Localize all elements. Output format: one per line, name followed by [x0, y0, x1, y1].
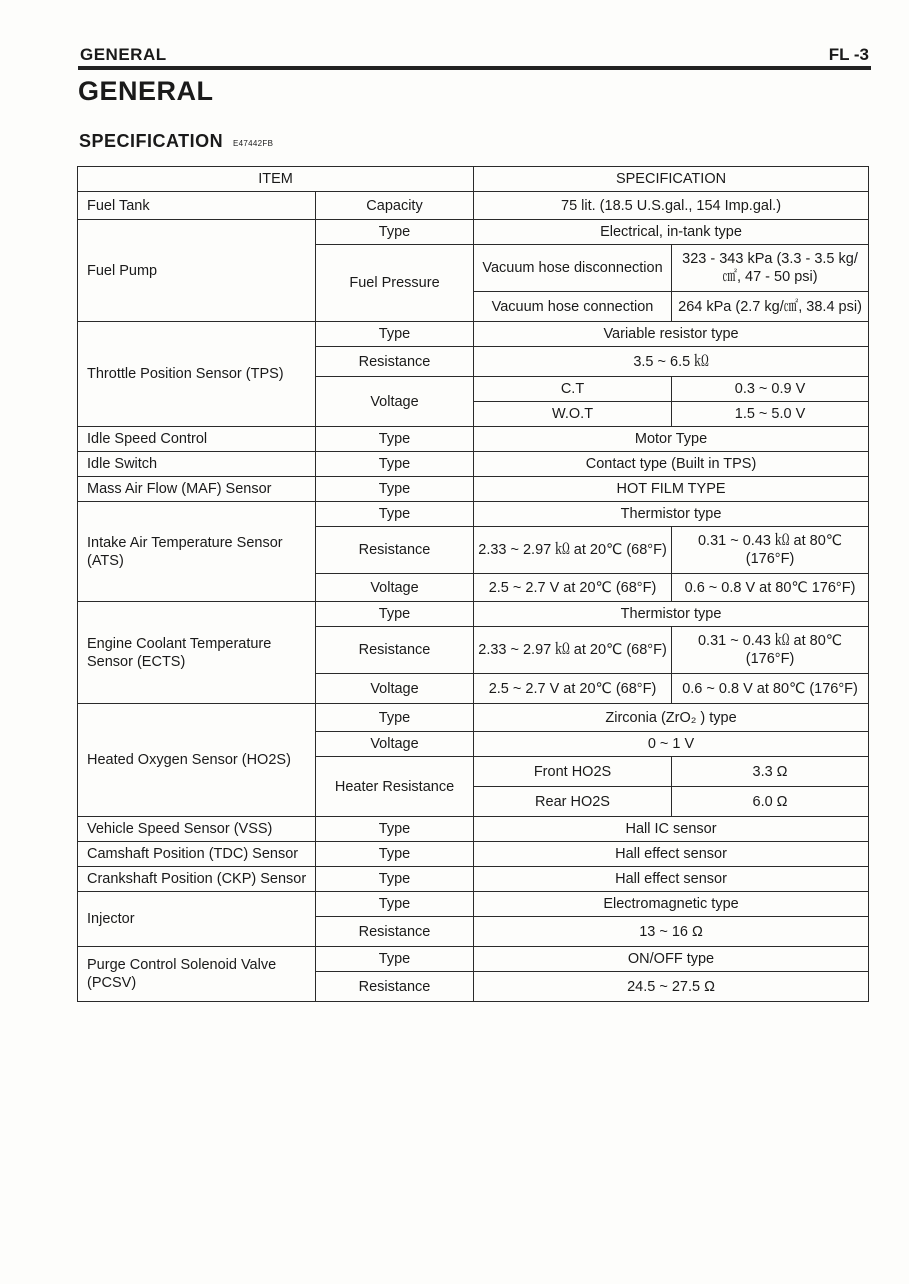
item-fuel-tank: Fuel Tank: [78, 192, 316, 220]
table-row: [78, 602, 869, 627]
section-title: SPECIFICATION: [79, 131, 224, 151]
spec-value: Electromagnetic type: [474, 892, 869, 917]
condition-label: Rear HO2S: [474, 787, 672, 817]
running-header-section: GENERAL: [80, 45, 167, 64]
table-row: [78, 452, 869, 477]
spec-value: 0.3 ~ 0.9 V: [672, 377, 869, 402]
item-tdc-sensor: Camshaft Position (TDC) Sensor: [78, 842, 316, 867]
item-fuel-pump: Fuel Pump: [78, 220, 316, 322]
param-label: Type: [316, 602, 474, 627]
table-row: [78, 842, 869, 867]
table-row: [78, 427, 869, 452]
item-idle-switch: Idle Switch: [78, 452, 316, 477]
param-label: Type: [316, 220, 474, 245]
item-injector: Injector: [78, 892, 316, 947]
spec-value: Contact type (Built in TPS): [474, 452, 869, 477]
param-label: Resistance: [316, 627, 474, 674]
spec-value: 323 - 343 kPa (3.3 - 3.5 kg/㎠, 47 - 50 psi): [672, 245, 869, 292]
spec-value: 0.6 ~ 0.8 V at 80℃ 176°F): [672, 574, 869, 602]
item-ects: Engine Coolant Temperature Sensor (ECTS): [78, 602, 316, 704]
condition-label: Vacuum hose connection: [474, 292, 672, 322]
param-label: Voltage: [316, 377, 474, 427]
spec-value: Hall IC sensor: [474, 817, 869, 842]
item-ho2s: Heated Oxygen Sensor (HO2S): [78, 704, 316, 817]
table-row: [78, 704, 869, 732]
table-row: [78, 322, 869, 347]
param-label: Resistance: [316, 917, 474, 947]
table-row: [78, 892, 869, 917]
param-label: Type: [316, 477, 474, 502]
condition-label: Vacuum hose disconnection: [474, 245, 672, 292]
spec-value: 2.33 ~ 2.97 ㏀ at 20℃ (68°F): [474, 527, 672, 574]
spec-value: 2.33 ~ 2.97 ㏀ at 20℃ (68°F): [474, 627, 672, 674]
header-divider: [78, 66, 871, 70]
table-row: [78, 947, 869, 972]
spec-value: 0.6 ~ 0.8 V at 80℃ (176°F): [672, 674, 869, 704]
condition-label: W.O.T: [474, 402, 672, 427]
condition-label: Front HO2S: [474, 757, 672, 787]
condition-label: C.T: [474, 377, 672, 402]
spec-value: 24.5 ~ 27.5 Ω: [474, 972, 869, 1002]
spec-value: Hall effect sensor: [474, 867, 869, 892]
param-label: Type: [316, 452, 474, 477]
spec-value: Zirconia (ZrO₂ ) type: [474, 704, 869, 732]
item-vss: Vehicle Speed Sensor (VSS): [78, 817, 316, 842]
param-label: Heater Resistance: [316, 757, 474, 817]
table-row: [78, 867, 869, 892]
spec-value: 1.5 ~ 5.0 V: [672, 402, 869, 427]
param-label: Type: [316, 867, 474, 892]
spec-value: 6.0 Ω: [672, 787, 869, 817]
param-label: Resistance: [316, 347, 474, 377]
specification-table: [77, 166, 869, 1002]
param-label: Voltage: [316, 674, 474, 704]
spec-value: Hall effect sensor: [474, 842, 869, 867]
param-label: Fuel Pressure: [316, 245, 474, 322]
table-header-row: [78, 167, 869, 192]
spec-value: 3.3 Ω: [672, 757, 869, 787]
table-row: [78, 192, 869, 220]
spec-value: 13 ~ 16 Ω: [474, 917, 869, 947]
item-tps: Throttle Position Sensor (TPS): [78, 322, 316, 427]
param-label: Type: [316, 892, 474, 917]
param-label: Type: [316, 427, 474, 452]
spec-value: 2.5 ~ 2.7 V at 20℃ (68°F): [474, 674, 672, 704]
table-row: [78, 502, 869, 527]
spec-value: HOT FILM TYPE: [474, 477, 869, 502]
spec-value: 2.5 ~ 2.7 V at 20℃ (68°F): [474, 574, 672, 602]
param-label: Type: [316, 502, 474, 527]
param-label: Resistance: [316, 527, 474, 574]
item-ckp-sensor: Crankshaft Position (CKP) Sensor: [78, 867, 316, 892]
table-row: [78, 817, 869, 842]
spec-value: Thermistor type: [474, 502, 869, 527]
spec-value: 3.5 ~ 6.5 ㏀: [474, 347, 869, 377]
item-maf-sensor: Mass Air Flow (MAF) Sensor: [78, 477, 316, 502]
section-code: E47442FB: [233, 139, 274, 148]
param-label: Type: [316, 322, 474, 347]
spec-value: Electrical, in-tank type: [474, 220, 869, 245]
page-title: GENERAL: [78, 76, 214, 106]
table-row: [78, 477, 869, 502]
item-ats: Intake Air Temperature Sensor (ATS): [78, 502, 316, 602]
param-label: Resistance: [316, 972, 474, 1002]
param-label: Type: [316, 817, 474, 842]
spec-value: 0.31 ~ 0.43 ㏀ at 80℃ (176°F): [672, 527, 869, 574]
param-label: Voltage: [316, 732, 474, 757]
param-label: Capacity: [316, 192, 474, 220]
spec-value: 0 ~ 1 V: [474, 732, 869, 757]
spec-value: Variable resistor type: [474, 322, 869, 347]
spec-value: ON/OFF type: [474, 947, 869, 972]
param-label: Voltage: [316, 574, 474, 602]
item-pcsv: Purge Control Solenoid Valve (PCSV): [78, 947, 316, 1002]
table-row: [78, 220, 869, 245]
col-header-item: ITEM: [78, 167, 474, 192]
spec-value: Motor Type: [474, 427, 869, 452]
col-header-specification: SPECIFICATION: [474, 167, 869, 192]
param-label: Type: [316, 704, 474, 732]
param-label: Type: [316, 842, 474, 867]
item-idle-speed-control: Idle Speed Control: [78, 427, 316, 452]
spec-value: 264 kPa (2.7 kg/㎠, 38.4 psi): [672, 292, 869, 322]
spec-value: 0.31 ~ 0.43 ㏀ at 80℃ (176°F): [672, 627, 869, 674]
spec-value: 75 lit. (18.5 U.S.gal., 154 Imp.gal.): [474, 192, 869, 220]
spec-value: Thermistor type: [474, 602, 869, 627]
param-label: Type: [316, 947, 474, 972]
page-number: FL -3: [828, 45, 869, 64]
